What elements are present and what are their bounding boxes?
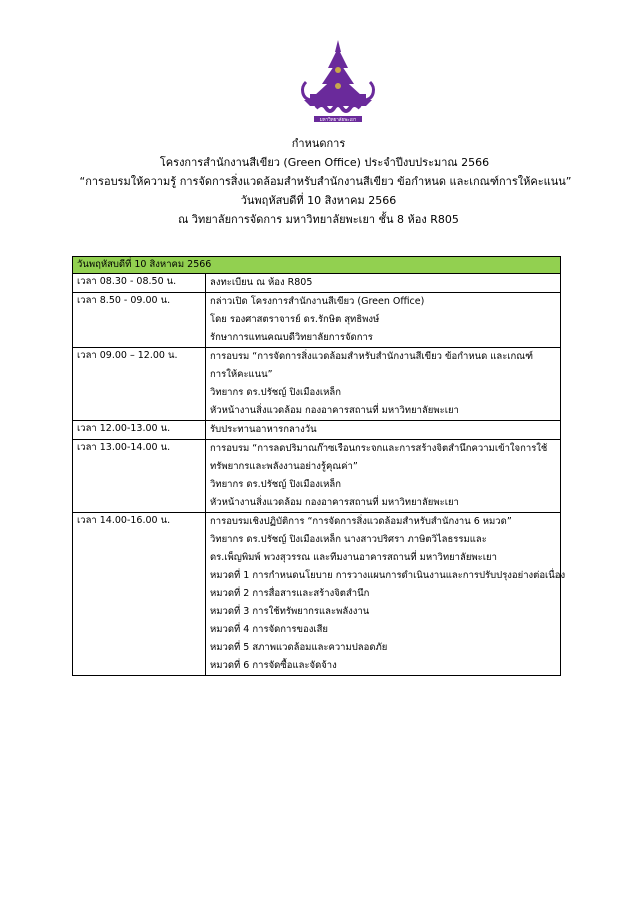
activity-line: หมวดที่ 2 การสื่อสารและสร้างจิตสำนึก [210,588,370,599]
schedule-time: เวลา 09.00 – 12.00 น. [73,348,206,421]
activity-line: หัวหน้างานสิ่งแวดล้อม กองอาคารสถานที่ มหาวิทยาลัยพะเยา [210,405,459,416]
activity-line: ทรัพยากรและพลังงานอย่างรู้คุณค่า” [210,461,358,472]
header-agenda-title: กำหนดการ [291,137,346,150]
activity-line: วิทยากร ดร.ปรัชญ์ ปิงเมืองเหล็ก [210,387,341,398]
table-row [73,513,561,676]
activity-line: การอบรม “การจัดการสิ่งแวดล้อมสำหรับสำนักงานสีเขียว ข้อกำหนด และเกณฑ์ [210,351,534,362]
document-header [0,134,637,229]
schedule-activity [206,293,561,348]
table-row [73,440,561,513]
schedule-time: เวลา 13.00-14.00 น. [73,440,206,513]
activity-line: วิทยากร ดร.ปรัชญ์ ปิงเมืองเหล็ก นางสาวปริศรา ภาษิตวิไลธรรมและ [210,534,487,545]
activity-line: หมวดที่ 1 การกำหนดนโยบาย การวางแผนการดำเนินงานและการปรับปรุงอย่างต่อเนื่อง [210,570,566,581]
table-row [73,274,561,293]
table-row [73,348,561,421]
university-logo [296,38,380,126]
activity-line: รักษาการแทนคณบดีวิทยาลัยการจัดการ [210,332,373,343]
header-venue: ณ วิทยาลัยการจัดการ มหาวิทยาลัยพะเยา ชั้น 8 ห้อง R805 [178,213,459,226]
schedule-day-row [73,257,561,274]
schedule-activity [206,440,561,513]
schedule-time: เวลา 8.50 - 09.00 น. [73,293,206,348]
activity-line: หมวดที่ 4 การจัดการของเสีย [210,624,328,635]
table-row [73,421,561,440]
activity-line: รับประทานอาหารกลางวัน [210,424,317,435]
table-row [73,293,561,348]
schedule-day-header: วันพฤหัสบดีที่ 10 สิงหาคม 2566 [73,257,561,274]
activity-line: วิทยากร ดร.ปรัชญ์ ปิงเมืองเหล็ก [210,479,341,490]
header-project-title: โครงการสำนักงานสีเขียว (Green Office) ประจำปีงบประมาณ 2566 [159,156,490,169]
activity-line: โดย รองศาสตราจารย์ ดร.รักษิต สุทธิพงษ์ [210,314,380,325]
schedule-activity [206,274,561,293]
schedule-time: เวลา 08.30 - 08.50 น. [73,274,206,293]
activity-line: หมวดที่ 5 สภาพแวดล้อมและความปลอดภัย [210,642,388,653]
schedule-table [72,256,566,676]
activity-line: การอบรมเชิงปฏิบัติการ “การจัดการสิ่งแวดล้อมสำหรับสำนักงาน 6 หมวด” [210,516,512,527]
header-date: วันพฤหัสบดีที่ 10 สิงหาคม 2566 [240,194,397,207]
activity-line: หมวดที่ 6 การจัดซื้อและจัดจ้าง [210,660,337,671]
activity-line: ลงทะเบียน ณ ห้อง R805 [210,277,313,288]
activity-line: หัวหน้างานสิ่งแวดล้อม กองอาคารสถานที่ มหาวิทยาลัยพะเยา [210,497,459,508]
schedule-activity [206,348,561,421]
schedule-time: เวลา 14.00-16.00 น. [73,513,206,676]
activity-line: หมวดที่ 3 การใช้ทรัพยากรและพลังงาน [210,606,370,617]
activity-line: ดร.เพ็ญพิมพ์ พวงสุวรรณ และทีมงานอาคารสถานที่ มหาวิทยาลัยพะเยา [210,552,497,563]
schedule-activity [206,421,561,440]
activity-line: การให้คะแนน” [210,369,273,380]
activity-line: กล่าวเปิด โครงการสำนักงานสีเขียว (Green Office) [210,296,425,307]
logo-text: มหาวิทยาลัยพะเยา [319,118,357,123]
activity-line: การอบรม “การลดปริมาณก๊าซเรือนกระจกและการสร้างจิตสำนึกความเข้าใจการใช้ [210,443,548,454]
schedule-time: เวลา 12.00-13.00 น. [73,421,206,440]
header-training-title: “การอบรมให้ความรู้ การจัดการสิ่งแวดล้อมสำหรับสำนักงานสีเขียว ข้อกำหนด และเกณฑ์การให้คะแนน” [79,175,572,188]
schedule-activity [206,513,566,676]
